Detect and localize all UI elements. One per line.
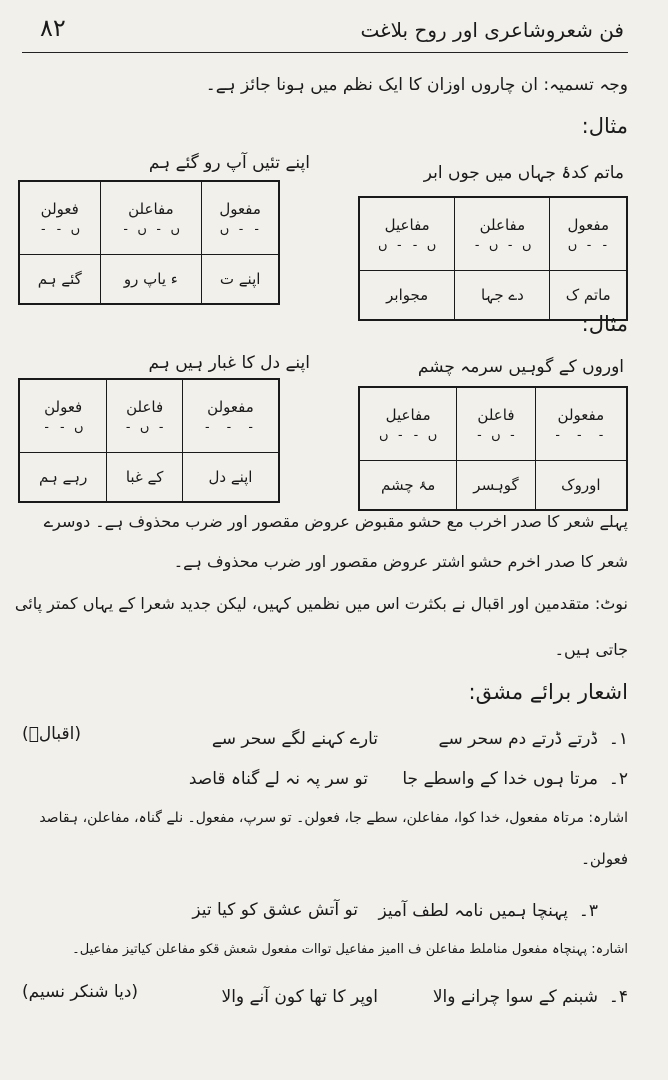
exercise-3-number: ۳۔ <box>578 901 598 921</box>
page-number: ۸۲ <box>40 14 66 42</box>
table-cell: اوروک <box>535 461 627 511</box>
exercise-2-hint-line-1: اشارہ: مرتاہ مفعول، خدا کوا، مفاعلن، سطے جا، فعولن۔ تو سرپ، مفعول۔ نلے گناہ، مفاعلن، ہقاصد <box>39 810 628 826</box>
exercise-3-hemistich-2: تو آتش عشق کو کیا تیز <box>192 900 358 920</box>
table-header-cell: مفعول - - ں <box>202 181 279 255</box>
exercise-3-hint: اشارہ: پہنچاہ مفعول مناملط مفاعلن ف اامیز مفاعیل تواات مفعول شعش قکو مفاعلن کیاتیز مفاعیل۔ <box>72 942 628 957</box>
table-cell: کے غبا <box>107 453 183 503</box>
running-header-title: فن شعروشاعری اور روح بلاغت <box>360 18 624 42</box>
table-header-cell: مفاعلن ں - ں - <box>455 197 550 271</box>
exercise-2-hemistich-1: مرتا ہوں خدا کے واسطے جا <box>402 769 598 789</box>
example2-verse-left: اپنے دل کا غبار ہیں ہم <box>148 353 310 373</box>
example2-scansion-table-left <box>18 378 280 503</box>
table-header-cell: مفاعلن ں - ں - <box>100 181 202 255</box>
table-header-cell: فعولن ں - - <box>19 181 100 255</box>
exercise-4-number: ۴۔ <box>608 987 628 1007</box>
table-cell: مۂ چشم <box>359 461 457 511</box>
exercise-3-hemistich-1: پہنچا ہمیں نامہ لطف آمیز <box>378 901 568 921</box>
example2-heading: مثال: <box>581 312 628 336</box>
exercise-2-number: ۲۔ <box>608 769 628 789</box>
exercise-1-poet: (اقبالؔ) <box>22 724 81 744</box>
exercise-heading: اشعار برائے مشق: <box>468 680 628 704</box>
table-cell: گئے ہم <box>19 255 100 305</box>
explanation-line-2: شعر کا صدر اخرم حشو اشتر عروض مقصور اور ضرب محذوف ہے۔ <box>173 552 628 571</box>
table-header-cell: فعولن ں - - <box>19 379 107 453</box>
table-header-cell: مفعولن - - - <box>182 379 279 453</box>
intro-line: وجہ تسمیہ: ان چاروں اوزان کا ایک نظم میں ہونا جائز ہے۔ <box>205 75 628 95</box>
explanation-line-1: پہلے شعر کا صدر اخرب مع حشو مقبوض عروض مقصور اور ضرب محذوف ہے۔ دوسرے <box>43 512 628 531</box>
note-line-1: نوٹ: متقدمین اور اقبال نے بکثرت اس میں نظمیں کہیں، لیکن جدید شعرا کے یہاں کمتر پائی <box>14 594 628 613</box>
exercise-1-hemistich-1: ڈرتے ڈرتے دم سحر سے <box>438 729 598 749</box>
example1-scansion-table-left <box>18 180 280 305</box>
table-cell: اپنے ت <box>202 255 279 305</box>
table-cell: ماتم ک <box>550 271 627 321</box>
example1-verse-right: ماتم کدۂ جہاں میں جوں ابر <box>423 163 624 183</box>
table-header-cell: مفعولن - - - <box>535 387 627 461</box>
exercise-2-hint-line-2: فعولن۔ <box>581 850 628 868</box>
header-rule <box>22 52 628 53</box>
table-cell: اپنے دل <box>182 453 279 503</box>
table-cell: رہے ہم <box>19 453 107 503</box>
table-cell: گوہسر <box>457 461 535 511</box>
table-header-cell: مفاعیل ں - - ں <box>359 197 455 271</box>
table-header-cell: مفعول - - ں <box>550 197 627 271</box>
table-cell: مجوابر <box>359 271 455 321</box>
table-cell: دے جہا <box>455 271 550 321</box>
exercise-4-poet: (دیا شنکر نسیم) <box>22 982 139 1002</box>
example2-scansion-table-right <box>358 386 628 511</box>
table-header-cell: فاعلن - ں - <box>457 387 535 461</box>
example2-verse-right: اوروں کے گوہیں سرمہ چشم <box>417 357 624 377</box>
exercise-1-number: ۱۔ <box>608 729 628 749</box>
exercise-1-hemistich-2: تارے کہنے لگے سحر سے <box>211 729 378 749</box>
note-line-2: جاتی ہیں۔ <box>554 640 628 659</box>
example1-scansion-table-right <box>358 196 628 321</box>
example1-verse-left: اپنے تئیں آپ رو گئے ہم <box>148 153 310 173</box>
exercise-4-hemistich-2: اوپر کا تھا کون آنے والا <box>221 987 378 1007</box>
table-cell: ء یاپ رو <box>100 255 202 305</box>
table-header-cell: مفاعیل ں - - ں <box>359 387 457 461</box>
table-header-cell: فاعلن - ں - <box>107 379 183 453</box>
example1-heading: مثال: <box>581 114 628 138</box>
exercise-4-hemistich-1: شبنم کے سوا چرانے والا <box>432 987 598 1007</box>
exercise-2-hemistich-2: تو سر پہ نہ لے گناہ قاصد <box>188 769 368 789</box>
